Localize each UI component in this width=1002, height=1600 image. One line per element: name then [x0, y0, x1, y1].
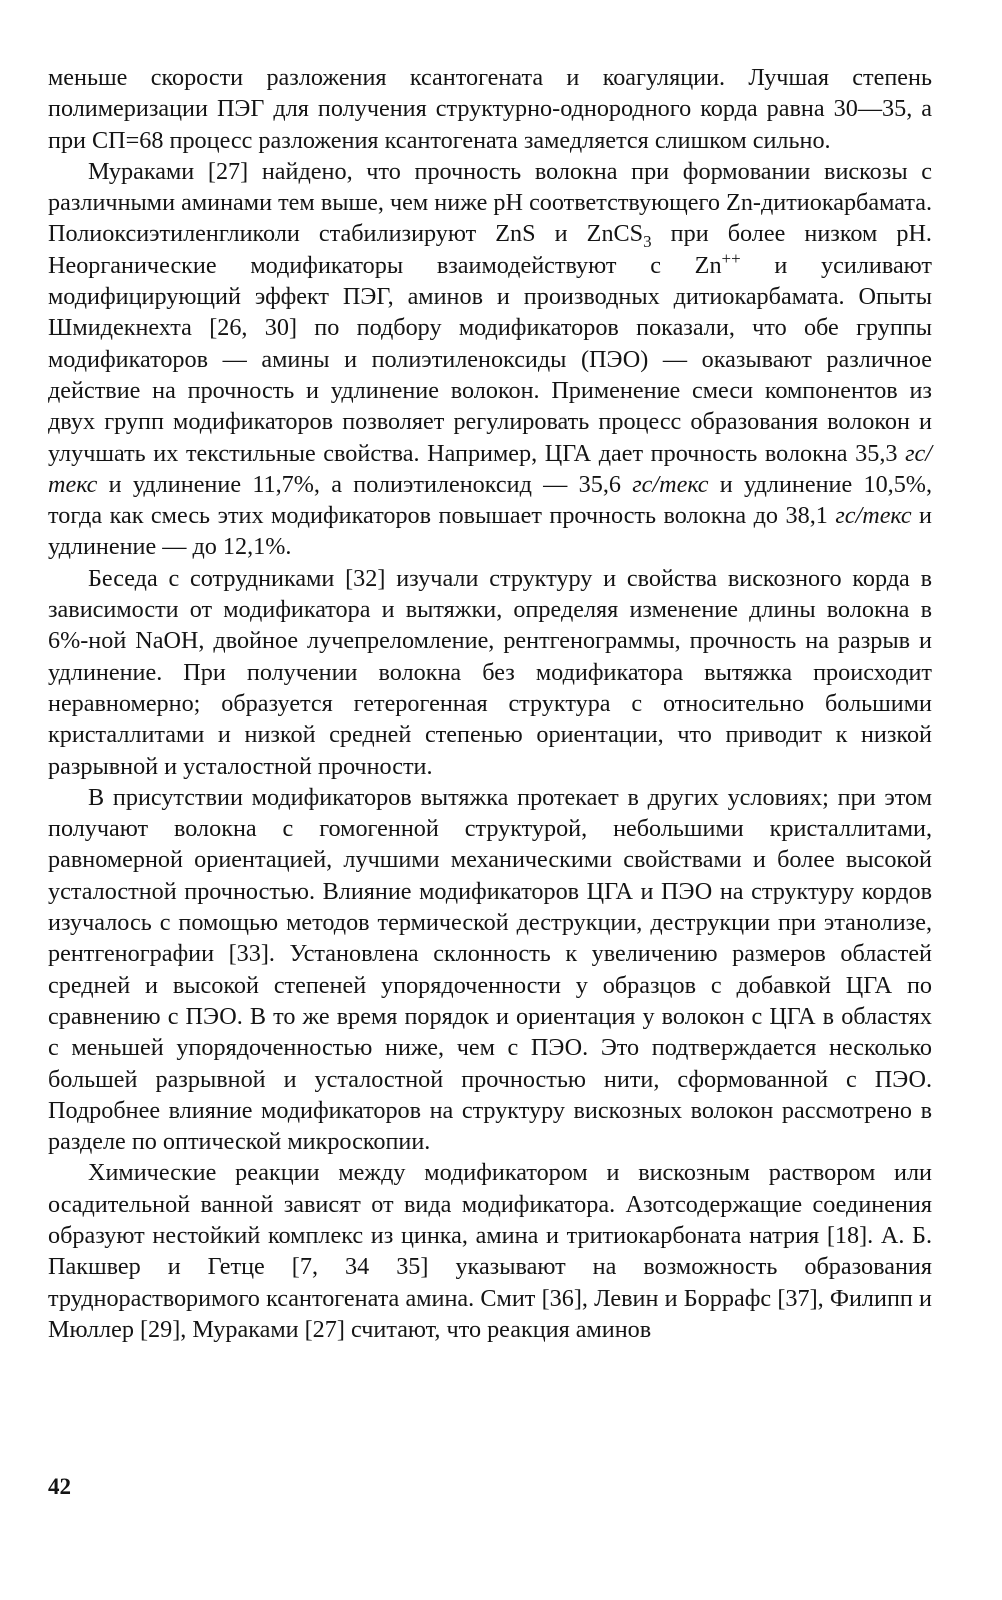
paragraph-3: [48, 563, 932, 782]
text-segment: при более низком pH. Неорганические модификаторы взаимодействуют с Zn: [48, 220, 932, 279]
paragraph-5: [48, 1157, 932, 1345]
text-segment: и усиливают модифицирующий эффект ПЭГ, аминов и производных дитиокарбамата. Опыты Шмидекнехта [26, 30] по подбору модификаторов показали, что обе группы модификаторов — амины и полиэтиленоксиды (ПЭО) — оказывают различное действие на прочность и удлинение волокон. Применение смеси компонентов из двух групп модификаторов позволяет регулировать процесс образования волокон и улучшать их текстильные свойства. Например, ЦГА дает прочность волокна 35,3: [48, 251, 933, 467]
text-segment: ++: [721, 248, 741, 268]
text-segment: В присутствии модификаторов вытяжка протекает в других условиях; при этом получают волокна с гомогенной структурой, небольшими кристаллитами, равномерной ориентацией, лучшими механическими свойствами и более высокой усталостной прочностью. Влияние модификаторов ЦГА и ПЭО на структуру кордов изучалось с помощью методов термической деструкции, деструкции при этанолизе, рентгенографии [33]. Установлена склонность к увеличению размеров областей средней и высокой степеней упорядоченности у образцов с добавкой ЦГА по сравнению с ПЭО. В то же время порядок и ориентация у волокон с ЦГА в областях с меньшей упорядоченностью ниже, чем с ПЭО. Это подтверждается несколько большей разрывной и усталостной прочностью нити, сформованной с ПЭО. Подробнее влияние модификаторов на структуру вискозных волокон рассмотрено в разделе по оптической микроскопии.: [48, 783, 932, 1156]
paragraph-1: [48, 62, 932, 156]
text-segment: 3: [643, 232, 652, 252]
page-number: 42: [48, 1474, 71, 1499]
text-segment: и удлинение — до 12,1%.: [48, 502, 932, 561]
text-segment: гс/текс: [48, 439, 932, 498]
text-segment: Беседа с сотрудниками [32] изучали структуру и свойства вискозного корда в зависимости от модификатора и вытяжки, определяя изменение длины волокна в 6%-ной NaOH, двойное лучепреломление, рентгенограммы, прочность на разрыв и удлинение. При получении волокна без модификатора вытяжка происходит неравномерно; образуется гетерогенная структура с относительно большими кристаллитами и низкой средней степенью ориентации, что приводит к низкой разрывной и усталостной прочности.: [48, 564, 932, 780]
text-segment: Мураками [27] найдено, что прочность волокна при формовании вискозы с различными аминами тем выше, чем ниже pH соответствующего Zn-дитиокарбамата. Полиоксиэтиленгликоли стабилизируют ZnS и ZnCS: [48, 157, 932, 248]
text-segment: гс/текс: [632, 470, 709, 498]
text-segment: и удлинение 11,7%, а полиэтиленоксид — 35,6: [97, 470, 633, 498]
text-segment: гс/текс: [835, 502, 912, 530]
text-segment: Химические реакции между модификатором и вискозным раствором или осадительной ванной зависят от вида модификатора. Азотсодержащие соединения образуют нестойкий комплекс из цинка, амина и тритиокарбоната натрия [18]. А. Б. Пакшвер и Гетце [7, 34 35] указывают на возможность образования труднорастворимого ксантогената амина. Смит [36], Левин и Боррафс [37], Филипп и Мюллер [29], Мураками [27] считают, что реакция аминов: [48, 1159, 932, 1343]
paragraph-2: [48, 156, 932, 563]
text-segment: и удлинение 10,5%, тогда как смесь этих модификаторов повышает прочность волокна до 38,1: [48, 470, 932, 530]
paragraph-4: [48, 782, 932, 1158]
text-segment: меньше скорости разложения ксантогената и коагуляции. Лучшая степень полимеризации ПЭГ для получения структурно-однородного корда равна 30—35, а при СП=68 процесс разложения ксантогената замедляется слишком сильно.: [48, 64, 932, 154]
page-body: [48, 62, 932, 1345]
